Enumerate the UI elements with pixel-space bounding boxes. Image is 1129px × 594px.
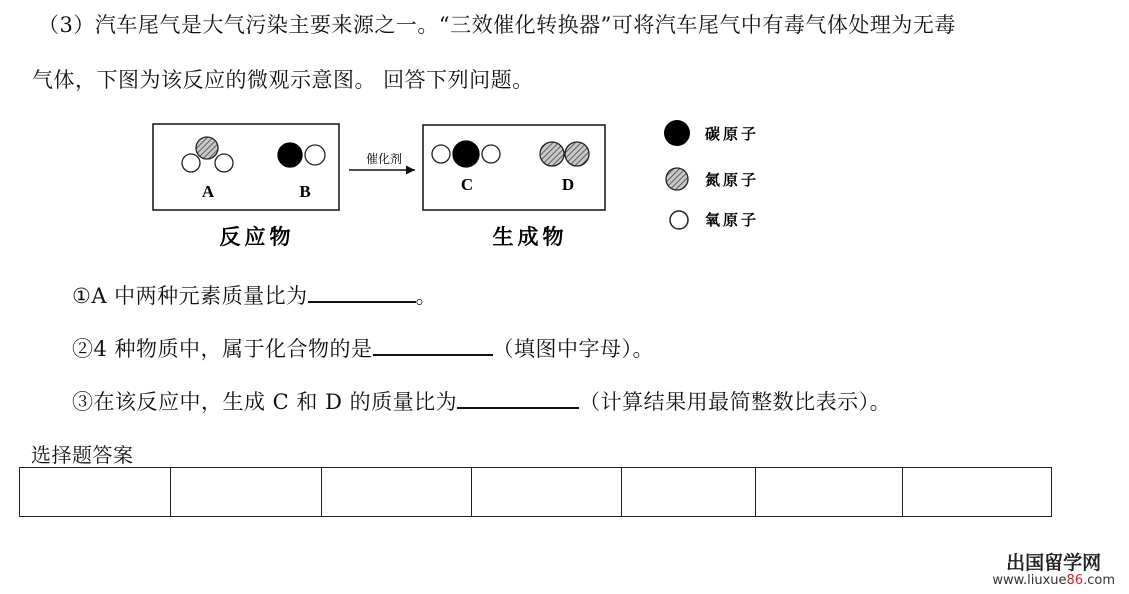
legend-nitrogen-symbol: [666, 168, 688, 190]
answer-cell[interactable]: [756, 468, 903, 517]
carbon-atom: [453, 141, 479, 167]
legend: [664, 120, 759, 229]
question-3-text: ③在该反应中，生成 C 和 D 的质量比为: [72, 390, 458, 414]
products-caption: 生成物: [492, 224, 568, 249]
oxygen-atom: [182, 154, 200, 172]
answer-cell[interactable]: [903, 468, 1052, 517]
label-C: C: [460, 175, 474, 194]
watermark-site-name: 出国留学网: [1006, 552, 1102, 574]
molecule-B: [278, 143, 325, 167]
legend-oxygen-label: 氧原子: [705, 211, 760, 229]
oxygen-atom: [432, 145, 450, 163]
legend-oxygen-symbol: [670, 211, 688, 229]
answer-table: [19, 467, 1052, 517]
question-2-after: （填图中字母）。: [492, 337, 655, 361]
nitrogen-atom: [196, 137, 218, 159]
answer-blank-2[interactable]: [373, 334, 493, 356]
answer-blank-3[interactable]: [457, 387, 579, 409]
label-B: B: [299, 182, 311, 201]
legend-carbon-label: 碳原子: [705, 125, 760, 143]
molecule-C: [432, 141, 500, 167]
question-1: [72, 280, 437, 310]
molecule-D: [540, 142, 589, 166]
answer-blank-1[interactable]: [308, 281, 416, 303]
answer-cell[interactable]: [171, 468, 322, 517]
answer-cell[interactable]: [622, 468, 756, 517]
label-D: D: [561, 175, 575, 194]
reactants-box: [153, 124, 339, 210]
answer-cell[interactable]: [20, 468, 171, 517]
question-2-text: ②4 种物质中，属于化合物的是: [72, 337, 373, 361]
question-3: [72, 386, 891, 416]
question-2: [72, 333, 654, 363]
label-A: A: [201, 182, 215, 201]
nitrogen-atom: [540, 142, 564, 166]
intro-line-1: （3）汽车尾气是大气污染主要来源之一。“三效催化转换器”可将汽车尾气中有毒气体处理为无毒: [38, 13, 956, 37]
catalyst-label: 催化剂: [365, 152, 403, 166]
carbon-atom: [278, 143, 302, 167]
watermark: [992, 548, 1115, 588]
watermark-url: www.liuxue86.com: [992, 573, 1115, 588]
question-1-after: 。: [415, 284, 438, 308]
answer-section-title: 选择题答案: [31, 443, 134, 467]
intro-line-2: 气体，下图为该反应的微观示意图。 回答下列问题。: [32, 68, 534, 92]
oxygen-atom: [305, 145, 325, 165]
legend-carbon-symbol: [664, 120, 690, 146]
question-1-text: ①A 中两种元素质量比为: [72, 284, 308, 308]
answer-cell[interactable]: [322, 468, 472, 517]
products-box: [423, 125, 605, 210]
nitrogen-atom: [565, 142, 589, 166]
answer-cell[interactable]: [472, 468, 622, 517]
oxygen-atom: [215, 154, 233, 172]
legend-nitrogen-label: 氮原子: [705, 171, 760, 189]
reaction-diagram: [140, 108, 760, 249]
question-3-after: （计算结果用最简整数比表示）。: [579, 390, 892, 414]
answer-row: [20, 468, 1052, 517]
reactants-caption: 反应物: [219, 224, 295, 249]
oxygen-atom: [482, 145, 500, 163]
molecule-A: [182, 137, 233, 172]
